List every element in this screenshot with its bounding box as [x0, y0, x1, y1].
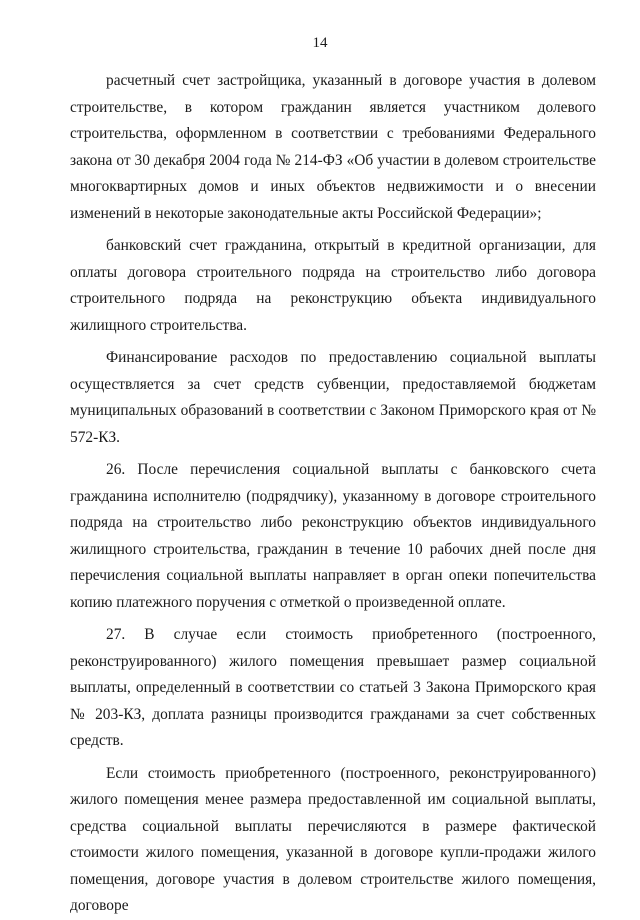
- paragraph-cost-less: Если стоимость приобретенного (построенного, реконструированного) жилого помещения менее размера предоставленной им социальной выплаты, средства социальной выплаты перечисляются в размере фактической стоимости жилого помещения, указанной в договоре купли-продажи жилого помещения, договоре участия в долевом строительстве жилого помещения, договоре: [70, 764, 596, 914]
- page-number: 14: [312, 35, 328, 51]
- body-text: [70, 68, 596, 920]
- paragraph-financing: Финансирование расходов по предоставлению социальной выплаты осуществляется за счет средств субвенции, предоставляемой бюджетам муниципальных образований в соответствии с Законом Приморского края от № 572-КЗ.: [70, 349, 596, 446]
- paragraph-item-26: 26. После перечисления социальной выплаты с банковского счета гражданина исполнителю (подрядчику), указанному в договоре строительного подряда на строительство либо реконструкцию объектов индивидуального жилищного строительства, гражданин в течение 10 рабочих дней после дня перечисления социальной выплаты направляет в орган опеки попечительства копию платежного поручения с отметкой о произведенной оплате.: [70, 461, 596, 611]
- paragraph-item-27: 27. В случае если стоимость приобретенного (построенного, реконструированного) жилого помещения превышает размер социальной выплаты, определенный в соответствии со статьей 3 Закона Приморского края № 203-КЗ, доплата разницы производится гражданами за счет собственных средств.: [70, 626, 596, 749]
- paragraph-citizen-bank-account: банковский счет гражданина, открытый в кредитной организации, для оплаты договора строительного подряда на строительство либо договора строительного подряда на реконструкцию объекта индивидуального жилищного строительства.: [70, 237, 596, 334]
- paragraph-developer-account: расчетный счет застройщика, указанный в договоре участия в долевом строительстве, в котором гражданин является участником долевого строительства, оформленном в соответствии с требованиями Федерального закона от 30 декабря 2004 года № 214-ФЗ «Об участии в долевом строительстве многоквартирных домов и иных объектов недвижимости и о внесении изменений в некоторые законодательные акты Российской Федерации»;: [70, 72, 596, 222]
